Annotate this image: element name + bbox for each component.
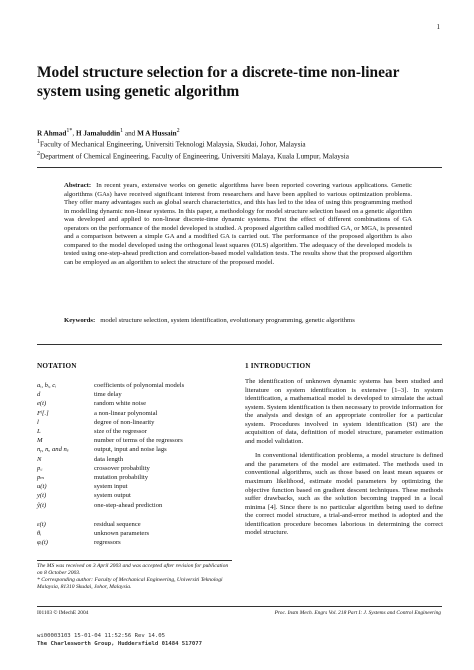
notation-symbol: θᵢ xyxy=(37,530,42,537)
notation-row xyxy=(37,418,227,427)
notation-row xyxy=(37,501,227,510)
affiliation-1 xyxy=(37,138,447,149)
notation-symbol: ŷ(t) xyxy=(37,501,47,509)
notation-definition: residual sequence xyxy=(94,520,141,528)
notation-row xyxy=(37,520,227,529)
notation-symbol: Fˡ[.] xyxy=(37,409,49,417)
notation-symbol: N xyxy=(37,455,42,463)
notation-definition: output, input and noise lags xyxy=(94,446,167,454)
author-1-affil: 1 xyxy=(66,128,70,134)
notation-row xyxy=(37,381,227,390)
author-separator: , xyxy=(72,129,76,138)
introduction-body xyxy=(245,378,443,538)
introduction-heading: 1 INTRODUCTION xyxy=(245,362,311,370)
notation-definition: time delay xyxy=(94,391,122,399)
received-note: The MS was received on 3 April 2003 and was accepted after revision for publication on 8 October 2003. xyxy=(37,563,229,576)
author-3-affil: 2 xyxy=(176,128,180,134)
divider-footer xyxy=(37,606,442,607)
notation-row xyxy=(37,491,227,500)
printer-line-2: The Charlesworth Group, Huddersfield 01484 517077 xyxy=(37,641,203,647)
notation-definition: regressors xyxy=(94,539,121,547)
notation-definition: number of terms of the regressors xyxy=(94,437,183,445)
notation-heading: NOTATION xyxy=(37,362,77,370)
footer-journal: Proc. Instn Mech. Engrs Vol. 218 Part I: J. Systems and Control Engineering xyxy=(274,610,441,616)
divider-top xyxy=(37,167,442,168)
notation-definition: one-step-ahead prediction xyxy=(94,501,163,509)
notation-symbol: nᵧ, nᵤ and nₑ xyxy=(37,446,69,454)
affiliation-2-text: Department of Chemical Engineering, Faculty of Engineering, Universiti Malaya, Kuala Lumpur, Malaysia xyxy=(40,152,349,161)
notation-definition: a non-linear polynomial xyxy=(94,409,158,417)
notation-definition: crossover probability xyxy=(94,464,150,472)
divider-middle xyxy=(37,344,442,345)
corresponding-mark: * xyxy=(69,128,73,134)
notation-definition: size of the regressor xyxy=(94,428,147,435)
footnote-divider xyxy=(37,560,232,561)
notation-row xyxy=(37,427,227,436)
keywords-text: model structure selection, system identification, evolutionary programming, genetic algorithms xyxy=(100,317,355,324)
abstract xyxy=(64,182,412,267)
notation-row xyxy=(37,409,227,418)
keywords xyxy=(64,317,412,326)
paper-title: Model structure selection for a discrete-time non-linear system using genetic algorithm xyxy=(37,64,400,100)
notation-symbol: aᵢ, bᵢ, cᵢ xyxy=(37,382,57,389)
notation-row xyxy=(37,538,227,547)
keywords-label: Keywords: xyxy=(64,317,96,324)
notation-definition: unknown parameters xyxy=(94,530,150,537)
affiliation-2 xyxy=(37,150,447,161)
abstract-label: Abstract: xyxy=(64,182,92,189)
author-and: and xyxy=(123,129,138,138)
notation-symbol: M xyxy=(37,437,43,445)
notation-row xyxy=(37,455,227,464)
notation-definition: system output xyxy=(94,492,131,500)
notation-definition: mutation probability xyxy=(94,474,149,481)
notation-row xyxy=(37,390,227,399)
notation-symbol: p꜀ xyxy=(37,464,43,472)
author-3: M A Hussain xyxy=(137,129,177,138)
notation-symbol: e(t) xyxy=(37,400,47,408)
notation-definition: random white noise xyxy=(94,400,147,408)
introduction-paragraph-1: The identification of unknown dynamic systems has been studied and literature on system identification is extensive [1–3]. In system identification, a mathematical model is developed to simulate the actual system. System identification is then necessary to provide information for the analysis and design of an appropriate controller for a particular system. Procedures involved in system identification (SI) are the acquisition of data, definition of model structure, parameter estimation and model validation. xyxy=(245,378,443,445)
notation-row xyxy=(37,436,227,445)
notation-symbol: φᵢ(t) xyxy=(37,539,48,547)
notation-row xyxy=(37,482,227,491)
notation-row xyxy=(37,464,227,473)
notation-symbol: u(t) xyxy=(37,483,47,491)
abstract-text: In recent years, extensive works on genetic algorithms have been reported covering various applications. Genetic algorithms (GAs) have received significant interest from researchers and have been applied to various optimization problems. They offer many advantages such as global search characteristics, and this has led to the idea of using this programming method in modelling dynamic non-linear systems. In this paper, a methodology for model structure selection based on a genetic algorithm was developed and applied to non-linear discrete-time dynamic systems. First the effect of different combinations of GA operators on the performance of the model developed is studied. A proposed algorithm called modified GA, or MGA, is presented and a comparison between a simple GA and a modified GA is carried out. The performance of the proposed algorithm is also compared to the model developed using the orthogonal least squares (OLS) algorithm. The adequacy of the developed models is tested using one-step-ahead prediction and correlation-based model validation tests. The results show that the proposed algorithm can be employed as an algorithm to select the structure of the proposed model. xyxy=(64,182,412,266)
printer-line-1: wi00003103 15-01-04 11:52:56 Rev 14.05 xyxy=(37,633,165,639)
author-2: H Jamaluddin xyxy=(75,129,121,138)
notation-symbol: y(t) xyxy=(37,492,47,500)
notation-symbol: pₘ xyxy=(37,474,45,481)
introduction-paragraph-2: In conventional identification problems, a model structure is defined and the parameters of the model are estimated. The methods used in conventional algorithms, such as those based on least mean squares or maximum likelihood, estimate model parameters by optimizing the objective function based on gradient descent techniques. These methods suffer drawbacks, such as the solution becoming trapped in a local minima [4]. Since there is no particular algorithm being used to define the correct model structure, a trial-and-error method is adopted and the identification procedure becomes laborious in determining the correct model structure. xyxy=(245,452,443,537)
notation-definition: system input xyxy=(94,483,128,491)
page-number: 1 xyxy=(436,23,440,31)
author-block xyxy=(37,127,447,161)
notation-definition: coefficients of polynomial models xyxy=(94,382,185,389)
author-1: R Ahmad xyxy=(37,129,67,138)
notation-symbol: ε(t) xyxy=(37,520,46,528)
notation-row xyxy=(37,445,227,454)
author-2-affil: 1 xyxy=(120,128,124,134)
notation-row xyxy=(37,529,227,538)
notation-symbol: d xyxy=(37,391,41,399)
affiliation-1-number: 1 xyxy=(37,139,40,146)
notation-row xyxy=(37,399,227,408)
affiliation-2-number: 2 xyxy=(37,150,40,157)
footer-doi: I01103 © IMechE 2004 xyxy=(37,610,89,616)
notation-definition: degree of non-linearity xyxy=(94,418,155,426)
corresponding-note: * Corresponding author: Faculty of Mechanical Engineering, Universiti Teknologi Malaysia, 81310 Skudai, Johor, Malaysia. xyxy=(37,577,223,590)
notation-symbol: L xyxy=(37,428,41,435)
author-list xyxy=(37,127,447,138)
notation-definition: data length xyxy=(94,455,124,463)
affiliation-1-text: Faculty of Mechanical Engineering, Universiti Teknologi Malaysia, Skudai, Johor, Malaysia xyxy=(40,140,306,149)
notation-row xyxy=(37,473,227,482)
notation-symbol: l xyxy=(37,418,39,426)
